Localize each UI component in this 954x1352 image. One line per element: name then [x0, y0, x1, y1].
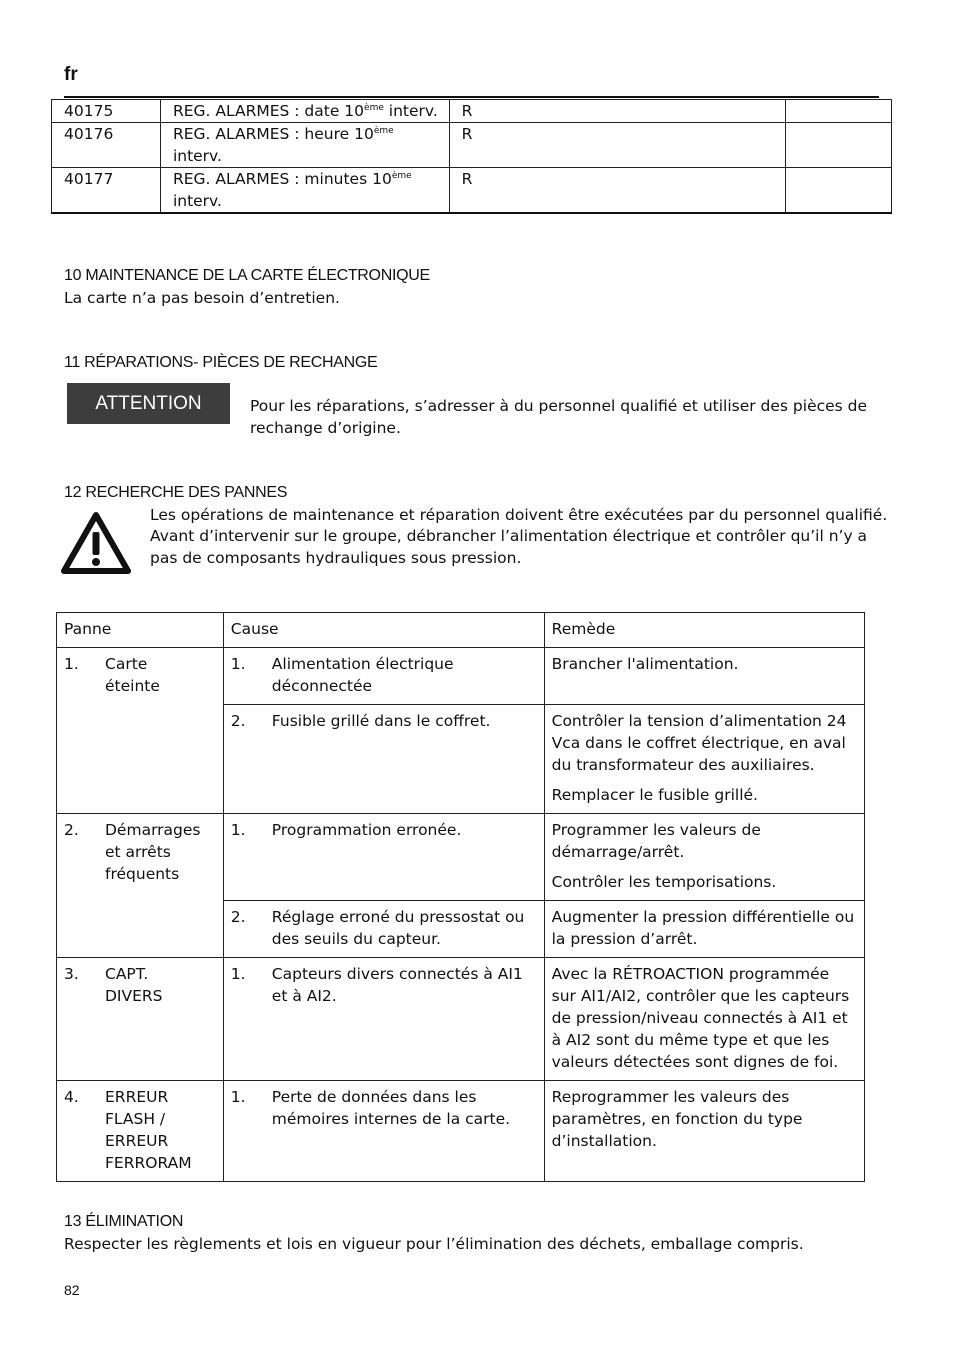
register-access: R [449, 168, 786, 214]
cause-text: Réglage erroné du pressostat ou des seuils du capteur. [271, 908, 525, 948]
fault-number: 2. [64, 821, 79, 839]
header-panne: Panne [57, 613, 224, 648]
table-row [52, 168, 892, 214]
remedy-cell [544, 705, 864, 814]
register-access: R [449, 123, 786, 168]
troubleshooting-table [56, 612, 865, 1182]
header-remede: Remède [544, 613, 864, 648]
section-10-text: La carte n’a pas besoin d’entretien. [64, 289, 340, 307]
fault-cell [57, 1081, 224, 1182]
register-address: 40175 [52, 100, 161, 123]
register-description-text: REG. ALARMES : date 10 [172, 102, 365, 120]
register-description-superscript: ème [364, 103, 384, 113]
fault-cell [57, 814, 224, 958]
section-13-title: 13 ÉLIMINATION [64, 1213, 184, 1230]
cause-number: 1. [230, 821, 246, 839]
remedy-cell [544, 814, 864, 901]
cause-text: Alimentation électrique déconnectée [271, 655, 454, 695]
fault-name: CAPT. DIVERS [105, 965, 163, 1005]
register-description-suffix: interv. [172, 147, 222, 165]
cause-number: 1. [230, 1088, 246, 1106]
cause-number: 1. [230, 655, 246, 673]
table-header-row [57, 613, 865, 648]
cause-cell [223, 648, 544, 705]
table-row [57, 1081, 865, 1182]
register-description [160, 100, 449, 123]
fault-cell [57, 648, 224, 814]
page-number: 82 [64, 1282, 80, 1298]
fault-name: Carte éteinte [105, 655, 160, 695]
register-description-superscript: ème [391, 171, 412, 181]
register-access: R [449, 100, 786, 123]
remedy-text: Remplacer le fusible grillé. [551, 786, 758, 804]
section-11-title: 11 RÉPARATIONS- PIÈCES DE RECHANGE [64, 354, 378, 371]
cause-cell [223, 705, 544, 814]
remedy-cell [544, 648, 864, 705]
register-address: 40177 [52, 168, 161, 214]
section-13-text: Respecter les règlements et lois en vigueur pour l’élimination des déchets, emballage compris. [64, 1235, 804, 1253]
cause-text: Perte de données dans les mémoires internes de la carte. [271, 1088, 511, 1128]
cause-cell [223, 1081, 544, 1182]
register-description-suffix: interv. [383, 102, 438, 120]
register-description [160, 168, 449, 214]
section-12-text-line-1: Les opérations de maintenance et réparation doivent être exécutées par du personnel qualifié. [150, 506, 888, 524]
section-10-title: 10 MAINTENANCE DE LA CARTE ÉLECTRONIQUE [64, 267, 430, 284]
fault-name: Démarrages et arrêts fréquents [105, 821, 201, 883]
warning-triangle-icon [60, 510, 132, 576]
remedy-text: Augmenter la pression différentielle ou la pression d’arrêt. [551, 908, 855, 948]
table-row [57, 958, 865, 1081]
remedy-cell [544, 901, 864, 958]
attention-badge: ATTENTION [67, 383, 230, 424]
cause-text: Programmation erronée. [271, 821, 462, 839]
section-12-text-line-3: pas de composants hydrauliques sous pression. [150, 549, 522, 567]
register-description-text: REG. ALARMES : minutes 10 [172, 170, 392, 188]
header-rule [64, 96, 879, 98]
section-12-title: 12 RECHERCHE DES PANNES [64, 484, 288, 501]
register-description-superscript: ème [373, 126, 394, 136]
language-code: fr [64, 64, 78, 85]
header-cause: Cause [223, 613, 544, 648]
remedy-text: Programmer les valeurs de démarrage/arrêt. [551, 821, 761, 861]
fault-name: ERREUR FLASH / ERREUR FERRORAM [105, 1088, 192, 1172]
table-row [52, 123, 892, 168]
register-description-suffix: interv. [172, 192, 222, 210]
cause-text: Capteurs divers connectés à AI1 et à AI2. [271, 965, 523, 1005]
fault-cell [57, 958, 224, 1081]
cause-number: 2. [230, 908, 246, 926]
remedy-text: Brancher l'alimentation. [551, 655, 739, 673]
remedy-cell [544, 1081, 864, 1182]
register-description-text: REG. ALARMES : heure 10 [172, 125, 374, 143]
fault-number: 4. [64, 1088, 79, 1106]
table-row [52, 100, 892, 123]
register-description [160, 123, 449, 168]
cause-cell [223, 814, 544, 901]
table-row [57, 814, 865, 901]
remedy-text: Reprogrammer les valeurs des paramètres, en fonction du type d’installation. [551, 1088, 803, 1150]
cause-text: Fusible grillé dans le coffret. [271, 712, 491, 730]
register-address: 40176 [52, 123, 161, 168]
fault-number: 1. [64, 655, 79, 673]
remedy-text: Contrôler la tension d’alimentation 24 Vca dans le coffret électrique, en aval du transformateur des auxiliaires. [551, 712, 847, 774]
register-empty-cell [786, 168, 892, 214]
section-12-text-line-2: Avant d’intervenir sur le groupe, débrancher l’alimentation électrique et contrôler qu’il n’y a [150, 527, 868, 545]
register-empty-cell [786, 123, 892, 168]
cause-number: 1. [230, 965, 246, 983]
modbus-register-table [51, 99, 892, 214]
cause-number: 2. [230, 712, 246, 730]
fault-number: 3. [64, 965, 79, 983]
remedy-text: Avec la RÉTROACTION programmée sur AI1/AI2, contrôler que les capteurs de pression/niveau connectés à AI1 et à AI2 sont du même type et que les valeurs détectées sont dignes de foi. [551, 965, 850, 1071]
section-11-text-line-2: rechange d’origine. [250, 419, 401, 437]
register-empty-cell [786, 100, 892, 123]
section-11-text-line-1: Pour les réparations, s’adresser à du personnel qualifié et utiliser des pièces de [250, 397, 868, 415]
remedy-cell [544, 958, 864, 1081]
remedy-text: Contrôler les temporisations. [551, 873, 777, 891]
cause-cell [223, 901, 544, 958]
table-row [57, 648, 865, 705]
cause-cell [223, 958, 544, 1081]
